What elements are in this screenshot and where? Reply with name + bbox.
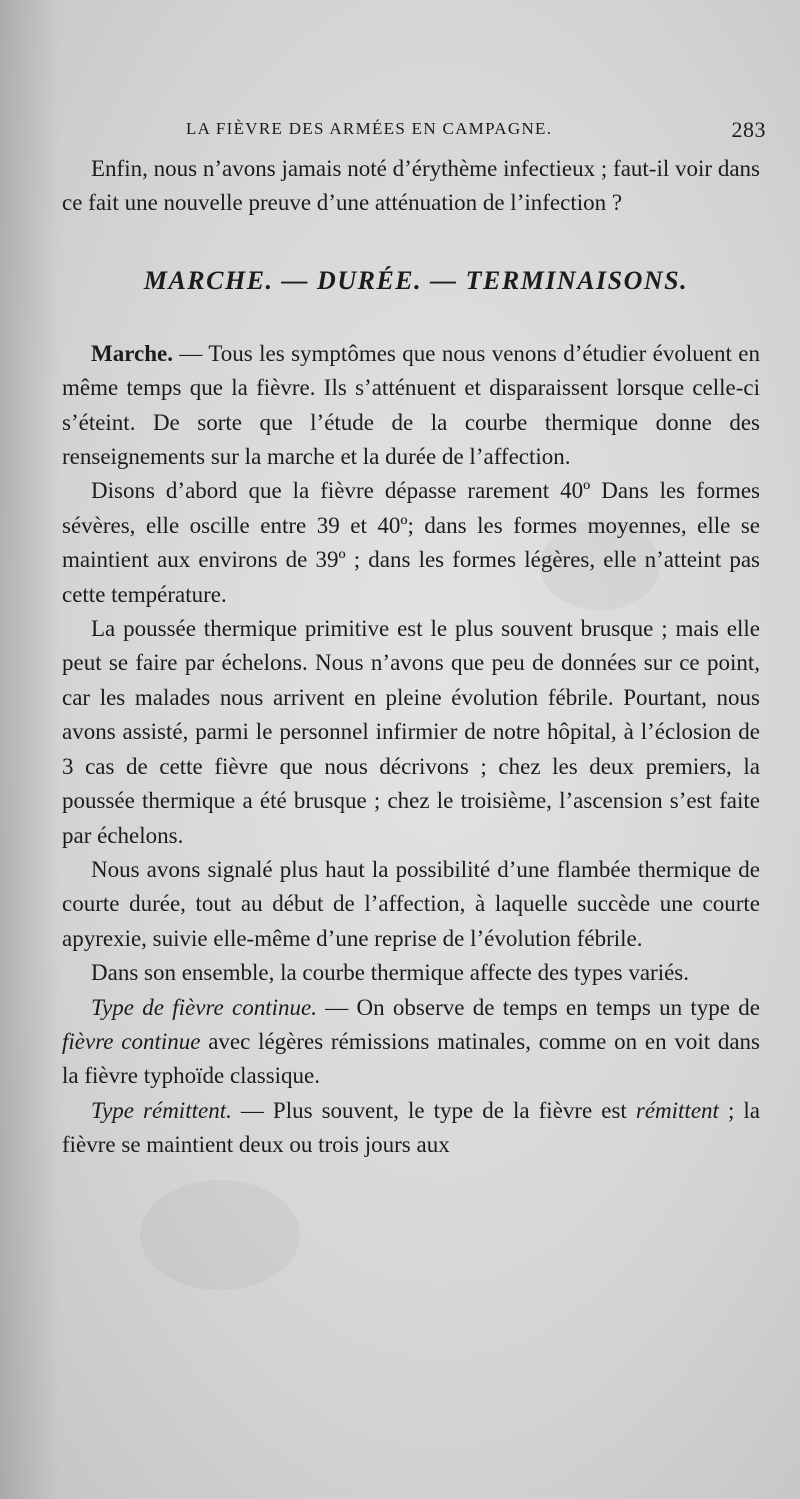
paragraph: Disons d’abord que la fièvre dépasse rarement 40º Dans les formes sévères, elle oscille entre 39 et 40º; dans les formes moyennes, elle se maintient aux environs de 39º ; dans les formes légères, elle n’atteint pas cette température. xyxy=(62,478,760,607)
paper-stain xyxy=(140,1180,300,1290)
paragraph-text: avec légères rémissions matinales, comme on en voit dans la fièvre typhoïde classique. xyxy=(62,1028,761,1089)
run-in-heading-type-continue: Type de fièvre continue. xyxy=(91,994,317,1020)
paragraph-type-remittent xyxy=(62,1094,760,1163)
page-body xyxy=(62,152,760,1163)
paragraph-marche xyxy=(62,337,760,475)
page-number: 283 xyxy=(731,117,766,142)
paragraph-text: — Plus souvent, le type de la fièvre est xyxy=(231,1097,636,1123)
italic-term: rémittent xyxy=(635,1097,719,1123)
paragraph: La poussée thermique primitive est le plus souvent brusque ; mais elle peut se faire par échelons. Nous n’avons que peu de données sur ce point, car les malades nous arrivent en pleine évolution fébrile. Pourtant, nous avons assisté, parmi le personnel infirmier de notre hôpital, à l’éclosion de 3 cas de cette fièvre que nous décrivons ; chez les deux premiers, la poussée thermique a été brusque ; chez le troisième, l’ascension s’est faite par échelons. xyxy=(62,616,760,848)
italic-term: fièvre continue xyxy=(62,1028,201,1054)
opening-paragraph: Enfin, nous n’avons jamais noté d’érythème infectieux ; faut-il voir dans ce fait une nouvelle preuve d’une atténuation de l’infection ? xyxy=(62,156,760,216)
paragraph-type-continue xyxy=(62,991,760,1094)
paragraph: Dans son ensemble, la courbe thermique affecte des types variés. xyxy=(91,960,689,986)
run-in-heading-marche: Marche. xyxy=(91,340,173,366)
paragraph-text: — On observe de temps en temps un type de xyxy=(317,994,760,1020)
run-in-heading-type-remittent: Type rémittent. xyxy=(91,1097,232,1123)
page-gutter-shadow xyxy=(0,0,60,1499)
paragraph: Nous avons signalé plus haut la possibilité d’une flambée thermique de courte durée, tout au début de l’affection, à laquelle succède une courte apyrexie, suivie elle-même d’une reprise de l’évolution fébrile. xyxy=(62,856,760,951)
running-head: LA FIÈVRE DES ARMÉES EN CAMPAGNE. xyxy=(186,119,553,138)
paragraph-text: — Tous les symptômes que nous venons d’étudier évoluent en même temps que la fièvre. Ils s’atténuent et disparaissent lorsque celle-ci s’éteint. De sorte que l’étude de la courbe thermique donne des renseignements sur la marche et la durée de l’affection. xyxy=(62,340,760,470)
section-heading: MARCHE. — DURÉE. — TERMINAISONS. xyxy=(143,265,689,295)
paragraph-text: ; la fièvre se maintient deux ou trois jours aux xyxy=(62,1097,760,1158)
